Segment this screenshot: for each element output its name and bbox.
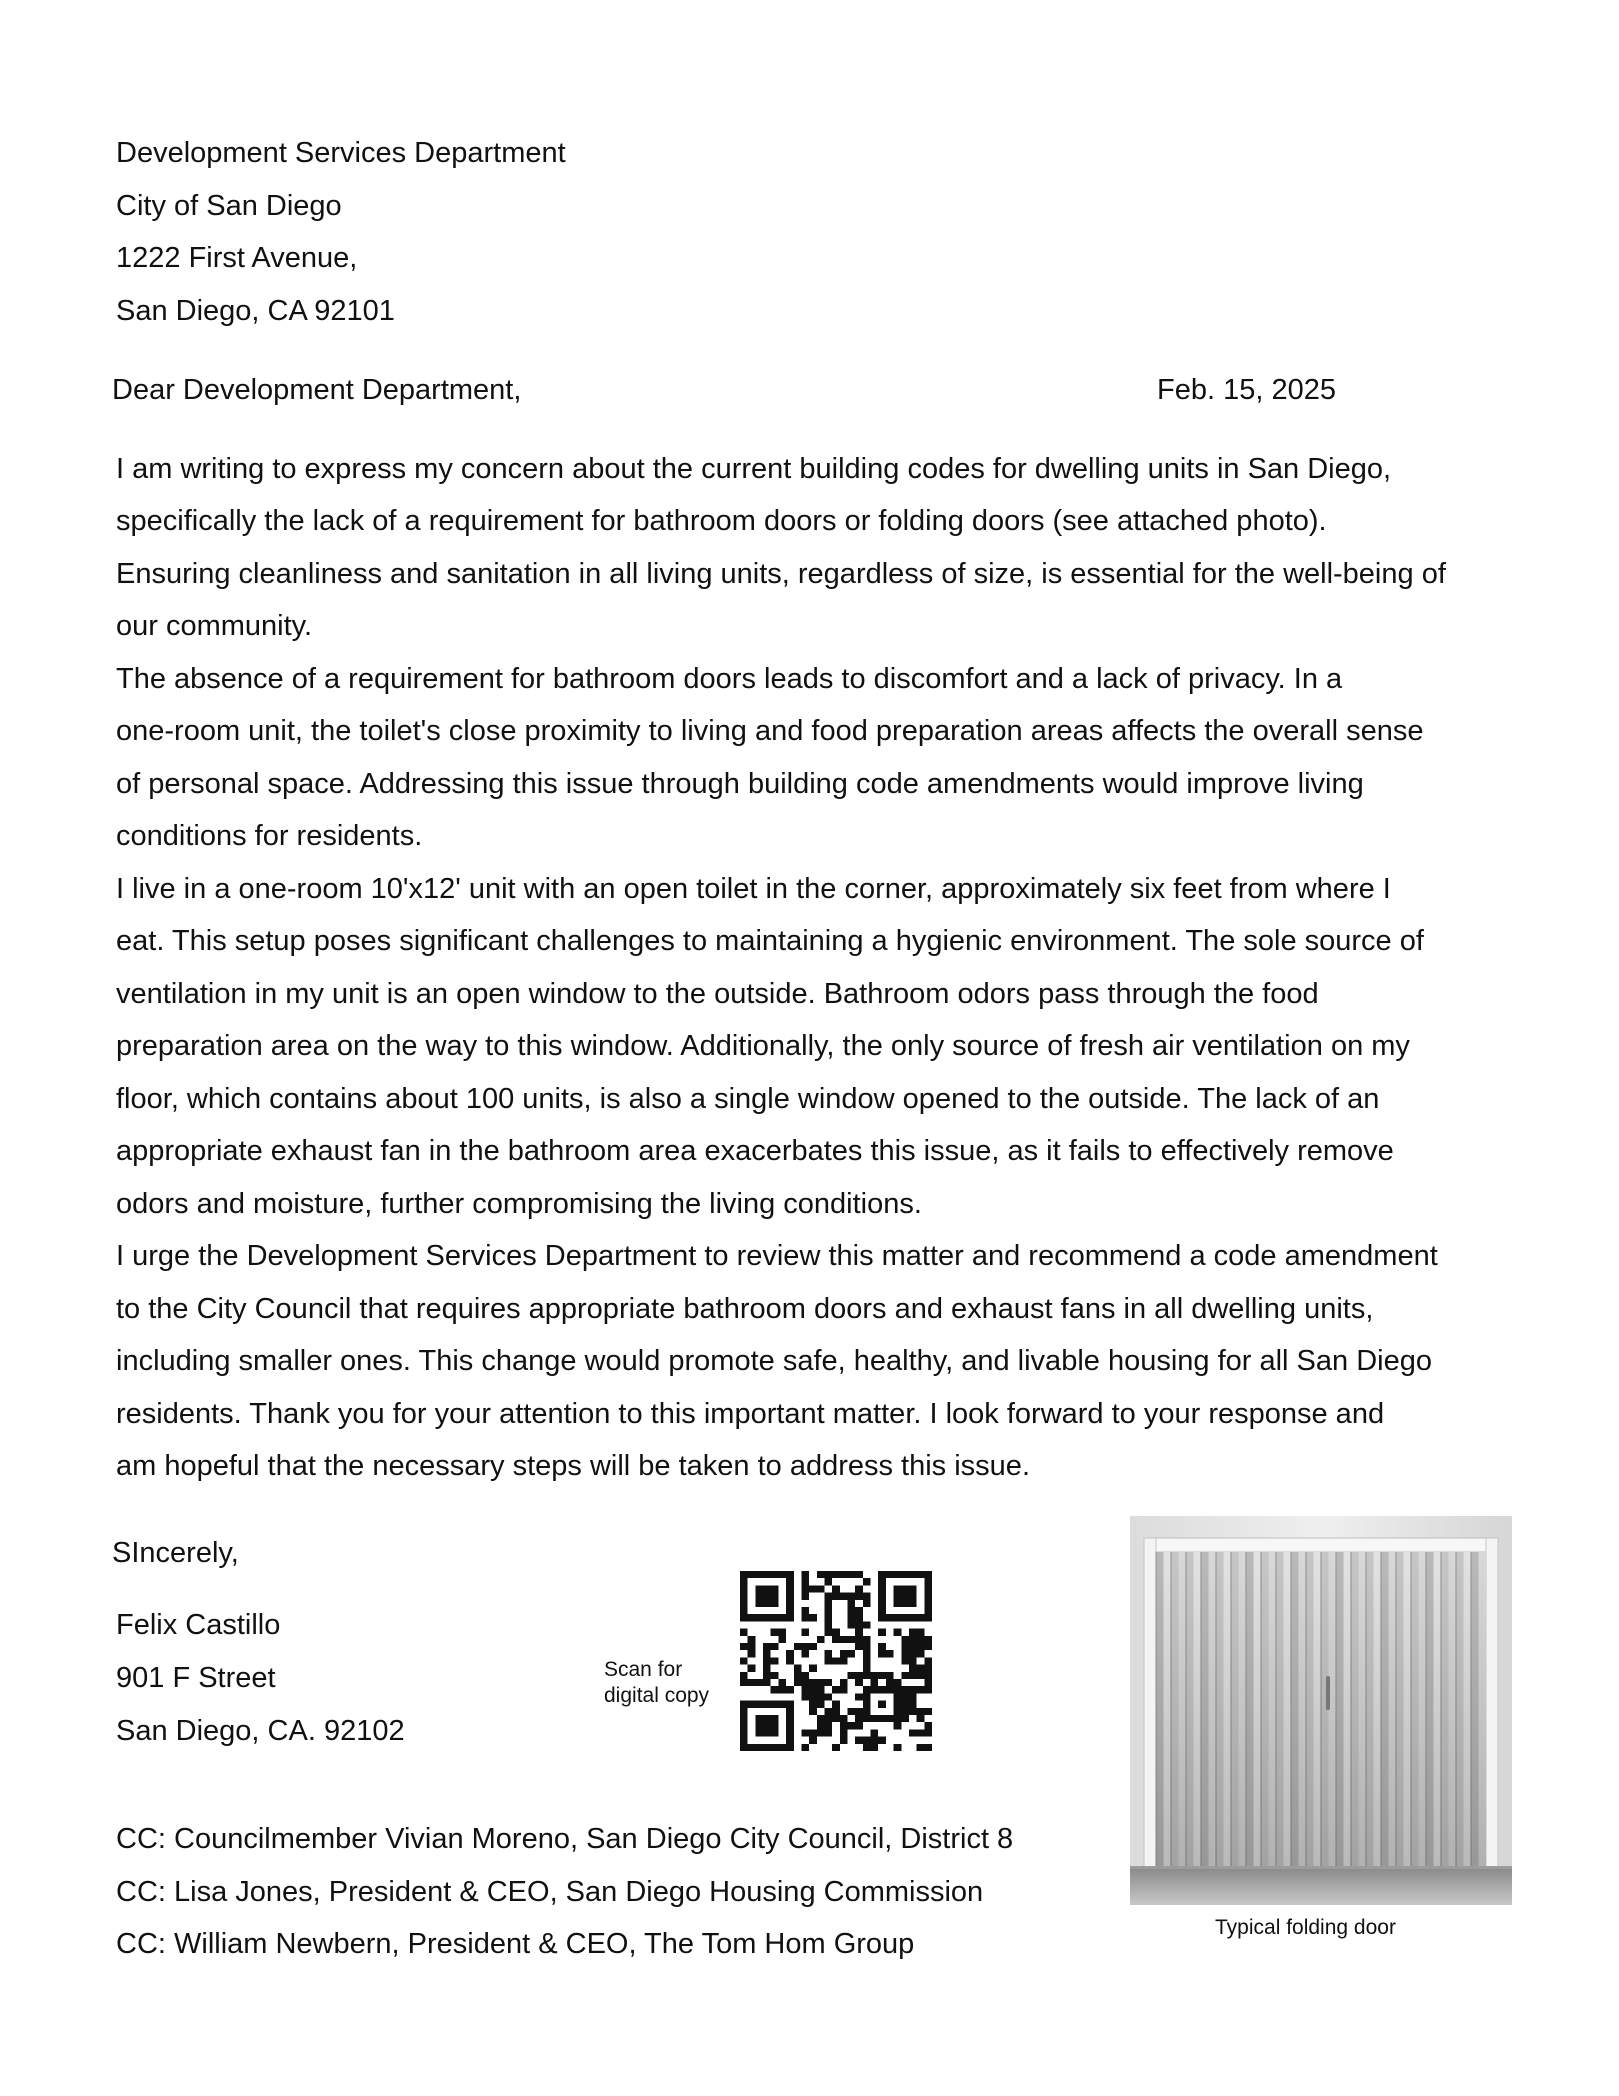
body-line: specifically the lack of a requirement for bathroom doors or folding doors (see attached photo). [116, 505, 1327, 537]
sender-street: 901 F Street [116, 1662, 276, 1694]
cc-line: CC: Lisa Jones, President & CEO, San Diego Housing Commission [116, 1876, 984, 1908]
body-line: ventilation in my unit is an open window to the outside. Bathroom odors pass through the food [116, 978, 1319, 1010]
sender-city: San Diego, CA. 92102 [116, 1715, 405, 1747]
body-line: odors and moisture, further compromising the living conditions. [116, 1188, 922, 1220]
body-line: including smaller ones. This change would promote safe, healthy, and livable housing for all San Diego [116, 1345, 1432, 1377]
body-line: I urge the Development Services Department to review this matter and recommend a code amendment [116, 1240, 1438, 1272]
body-line: I am writing to express my concern about the current building codes for dwelling units in San Diego, [116, 453, 1392, 485]
recipient-line: City of San Diego [116, 190, 342, 222]
qr-code-graphic [740, 1571, 932, 1751]
folding-door-photo [1130, 1516, 1512, 1905]
body-line: eat. This setup poses significant challenges to maintaining a hygienic environment. The sole source of [116, 925, 1424, 957]
body-line: I live in a one-room 10'x12' unit with an open toilet in the corner, approximately six feet from where I [116, 873, 1391, 905]
recipient-line: San Diego, CA 92101 [116, 295, 395, 327]
cc-line: CC: William Newbern, President & CEO, The Tom Hom Group [116, 1928, 915, 1960]
body-line: our community. [116, 610, 313, 642]
qr-caption: Scan for [604, 1658, 683, 1681]
body-line: am hopeful that the necessary steps will be taken to address this issue. [116, 1450, 1030, 1482]
salutation: Dear Development Department, [112, 374, 522, 406]
cc-line: CC: Councilmember Vivian Moreno, San Diego City Council, District 8 [116, 1823, 1014, 1855]
recipient-line: Development Services Department [116, 137, 566, 169]
body-line: appropriate exhaust fan in the bathroom area exacerbates this issue, as it fails to effectively remove [116, 1135, 1394, 1167]
body-line: The absence of a requirement for bathroom doors leads to discomfort and a lack of privacy. In a [116, 663, 1343, 695]
qr-caption: digital copy [604, 1684, 710, 1707]
letter-date: Feb. 15, 2025 [1157, 374, 1336, 406]
sender-name: Felix Castillo [116, 1609, 281, 1641]
recipient-line: 1222 First Avenue, [116, 242, 358, 274]
photo-caption: Typical folding door [1215, 1916, 1396, 1939]
body-line: to the City Council that requires appropriate bathroom doors and exhaust fans in all dwelling units, [116, 1293, 1374, 1325]
qr-code[interactable] [740, 1571, 932, 1751]
body-line: one-room unit, the toilet's close proximity to living and food preparation areas affects the overall sense [116, 715, 1424, 747]
body-line: preparation area on the way to this window. Additionally, the only source of fresh air ventilation on my [116, 1030, 1410, 1062]
body-line: residents. Thank you for your attention to this important matter. I look forward to your response and [116, 1398, 1385, 1430]
folding-door-image [1130, 1516, 1512, 1905]
body-line: floor, which contains about 100 units, is also a single window opened to the outside. The lack of an [116, 1083, 1380, 1115]
body-line: conditions for residents. [116, 820, 423, 852]
body-line: Ensuring cleanliness and sanitation in all living units, regardless of size, is essential for the well-being of [116, 558, 1446, 590]
closing: SIncerely, [112, 1537, 239, 1569]
body-line: of personal space. Addressing this issue through building code amendments would improve living [116, 768, 1364, 800]
